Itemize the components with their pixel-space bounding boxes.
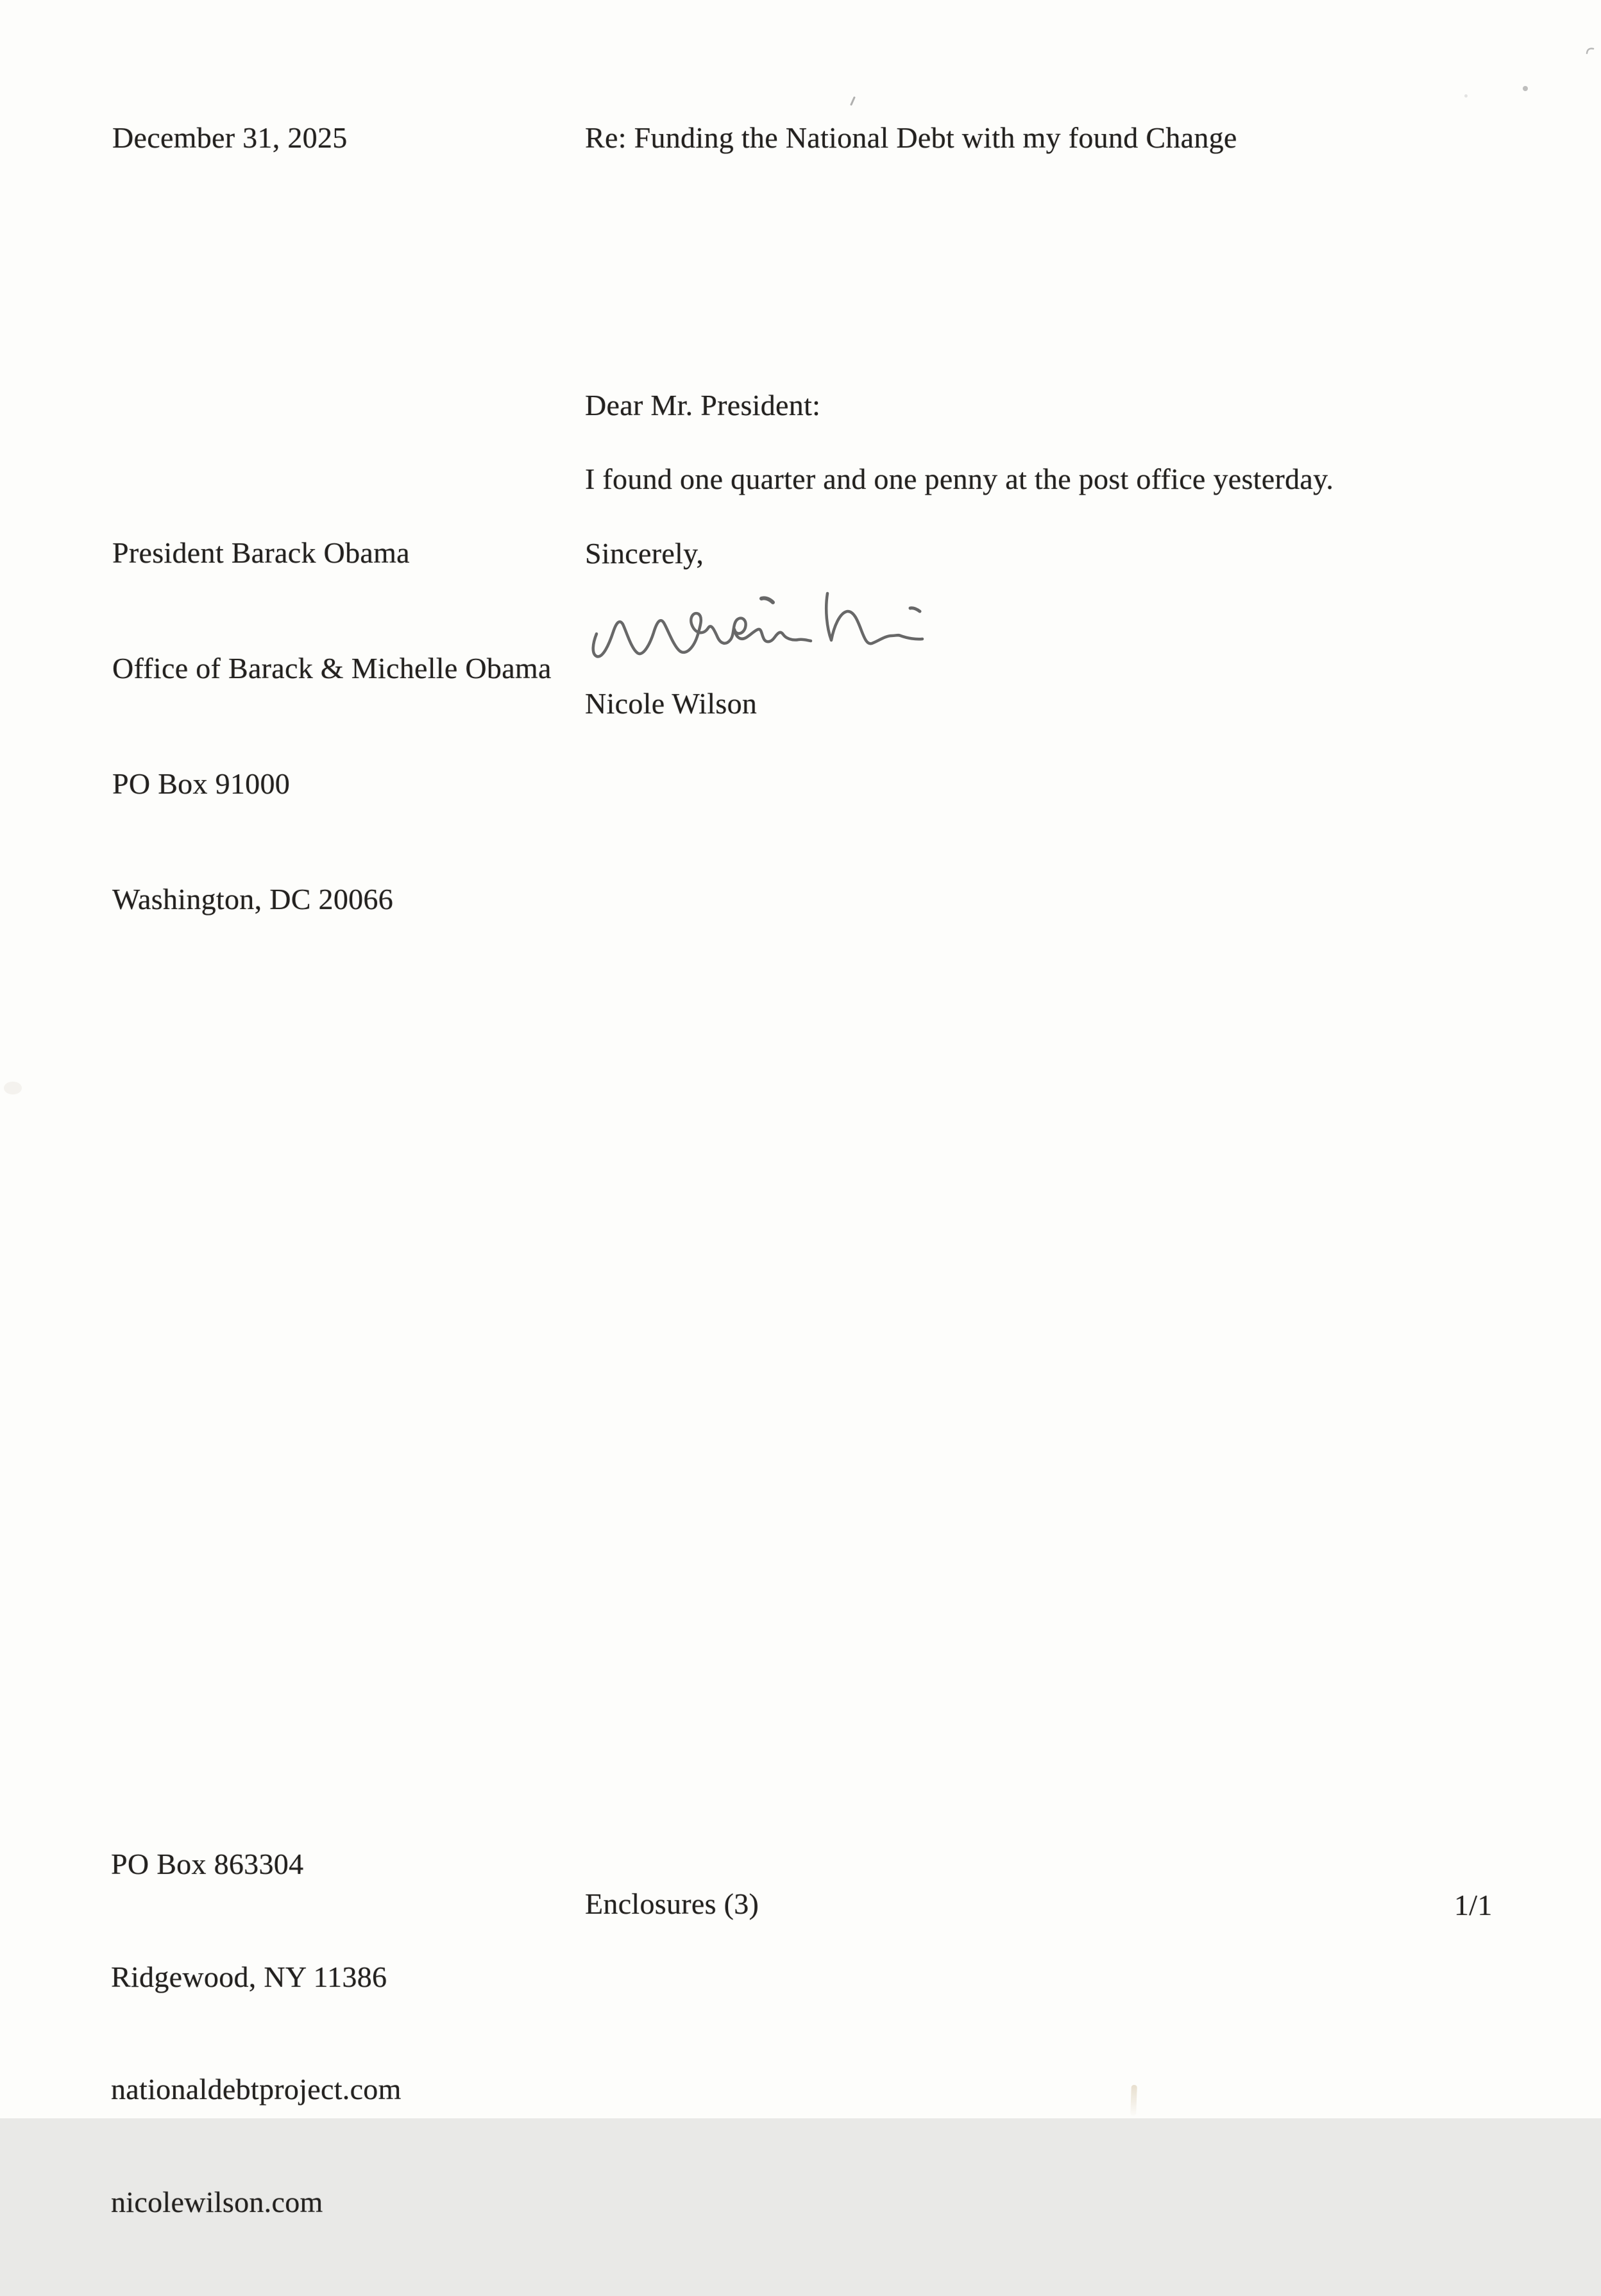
scan-artifact-smudge — [4, 1082, 22, 1094]
signature-stroke-h — [826, 593, 922, 643]
letter-date: December 31, 2025 — [112, 121, 348, 154]
signature-stroke-dash — [910, 608, 920, 611]
salutation: Dear Mr. President: — [585, 389, 821, 421]
scan-artifact-speck — [1523, 86, 1528, 91]
body-text: I found one quarter and one penny at the post office yesterday. — [585, 463, 1334, 495]
recipient-address — [112, 457, 552, 996]
sender-footer-line: Ridgewood, NY 11386 — [111, 1960, 387, 1993]
sender-footer-line: PO Box 863304 — [111, 1848, 304, 1880]
sender-footer-line: nicolewilson.com — [111, 2185, 323, 2218]
recipient-line: President Barack Obama — [112, 536, 410, 569]
sender-footer-line: nationaldebtproject.com — [111, 2073, 402, 2105]
closing: Sincerely, — [585, 537, 704, 570]
scan-artifact-tick — [850, 96, 856, 106]
signature-stroke-dot — [761, 598, 773, 602]
sender-footer — [111, 1771, 402, 2296]
scan-artifact-speck — [1464, 94, 1468, 98]
signature-stroke-main — [593, 613, 811, 656]
letter-subject: Re: Funding the National Debt with my found Change — [585, 121, 1237, 154]
page-number: 1/1 — [1454, 1889, 1493, 1921]
scan-artifact-curl — [1586, 46, 1596, 56]
signature-name: Nicole Wilson — [585, 687, 758, 720]
scan-artifact-smudge — [1130, 2085, 1137, 2116]
enclosures-note: Enclosures (3) — [585, 1887, 759, 1920]
recipient-line: PO Box 91000 — [112, 767, 291, 800]
recipient-line: Office of Barack & Michelle Obama — [112, 652, 552, 685]
recipient-line: Washington, DC 20066 — [112, 883, 394, 915]
handwritten-signature — [577, 587, 936, 664]
